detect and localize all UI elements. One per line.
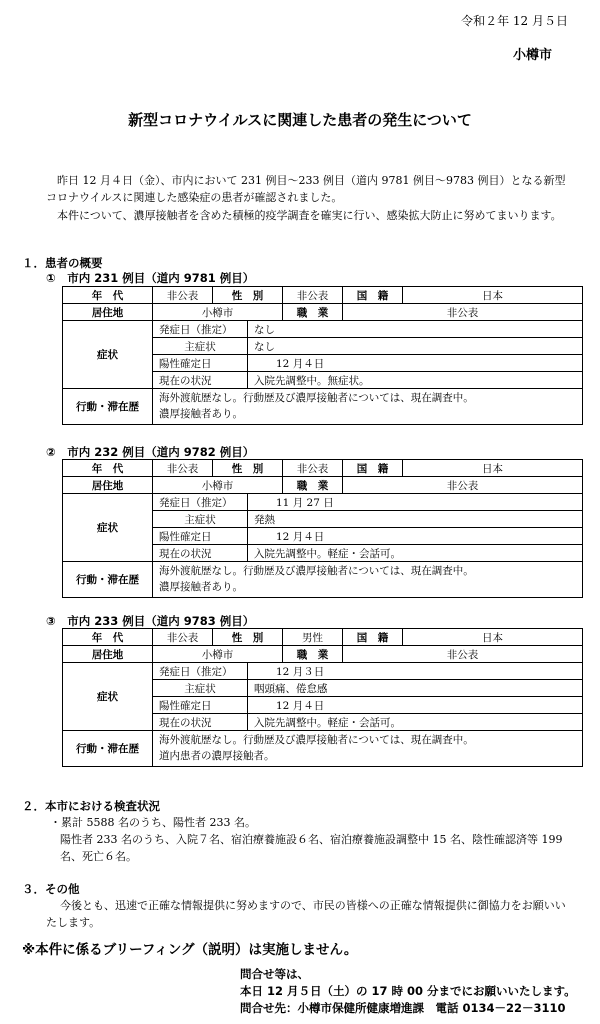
behavior-value — [153, 562, 583, 598]
main-symptom-value: なし — [248, 338, 583, 355]
age-value: 非公表 — [153, 460, 213, 477]
occupation-value: 非公表 — [343, 646, 583, 663]
issuer-city: 小樽市 — [512, 48, 552, 63]
case-1-table — [62, 286, 583, 425]
positive-date-label: 陽性確定日 — [153, 528, 248, 545]
occupation-label: 職 業 — [283, 304, 343, 321]
gender-value: 非公表 — [283, 287, 343, 304]
section-2-title: ２．本市における検査状況 — [22, 799, 160, 813]
nationality-value: 日本 — [403, 287, 583, 304]
residence-label: 居住地 — [63, 304, 153, 321]
age-label: 年 代 — [63, 287, 153, 304]
inquiry-deadline: 本日 12 月５日（土）の 17 時 00 分までにお願いいたします。 — [240, 984, 576, 998]
symptoms-label: 症状 — [63, 663, 153, 731]
onset-value: なし — [248, 321, 583, 338]
onset-value: 11 月 27 日 — [248, 494, 583, 511]
positive-date-value: 12 月４日 — [248, 355, 583, 372]
page-title: 新型コロナウイルスに関連した患者の発生について — [128, 111, 472, 129]
age-label: 年 代 — [63, 629, 153, 646]
test-total-line: ・累計 5588 名のうち、陽性者 233 名。 — [50, 816, 256, 829]
behavior-label: 行動・滞在歴 — [63, 562, 153, 598]
nationality-label: 国 籍 — [343, 460, 403, 477]
status-label: 現在の状況 — [153, 545, 248, 562]
section-3-text: 今後とも、迅速で正確な情報提供に努めますので、市民の皆様への正確な情報提供に御協力をお願いいたします。 — [46, 899, 566, 929]
positive-date-label: 陽性確定日 — [153, 697, 248, 714]
inquiry-line-1: 問合せ等は、 — [240, 967, 309, 981]
onset-label: 発症日（推定） — [153, 321, 248, 338]
status-label: 現在の状況 — [153, 372, 248, 389]
briefing-notice: ※本件に係るブリーフィング（説明）は実施しません。 — [22, 942, 358, 958]
nationality-label: 国 籍 — [343, 629, 403, 646]
status-label: 現在の状況 — [153, 714, 248, 731]
document-date: 令和２年 12 月５日 — [461, 14, 568, 28]
behavior-label: 行動・滞在歴 — [63, 731, 153, 767]
behavior-line-2: 道内患者の濃厚接触者。 — [159, 750, 275, 762]
residence-value: 小樽市 — [153, 646, 283, 663]
behavior-line-1: 海外渡航歴なし。行動歴及び濃厚接触者については、現在調査中。 — [159, 392, 474, 404]
positive-date-value: 12 月４日 — [248, 697, 583, 714]
occupation-label: 職 業 — [283, 477, 343, 494]
onset-label: 発症日（推定） — [153, 663, 248, 680]
behavior-value — [153, 731, 583, 767]
main-symptom-label: 主症状 — [153, 680, 248, 697]
case-3-table — [62, 628, 583, 767]
status-value: 入院先調整中。軽症・会話可。 — [248, 545, 583, 562]
nationality-value: 日本 — [403, 460, 583, 477]
behavior-line-1: 海外渡航歴なし。行動歴及び濃厚接触者については、現在調査中。 — [159, 734, 474, 746]
age-label: 年 代 — [63, 460, 153, 477]
behavior-label: 行動・滞在歴 — [63, 389, 153, 425]
main-symptom-value: 発熱 — [248, 511, 583, 528]
occupation-value: 非公表 — [343, 304, 583, 321]
test-breakdown-line: 陽性者 233 名のうち、入院７名、宿泊療養施設６名、宿泊療養施設調整中 15 名、陰性確認済等 199 名、死亡６名。 — [60, 833, 563, 863]
positive-date-label: 陽性確定日 — [153, 355, 248, 372]
nationality-value: 日本 — [403, 629, 583, 646]
symptoms-label: 症状 — [63, 321, 153, 389]
gender-label: 性 別 — [213, 629, 283, 646]
symptoms-label: 症状 — [63, 494, 153, 562]
gender-label: 性 別 — [213, 460, 283, 477]
age-value: 非公表 — [153, 287, 213, 304]
residence-value: 小樽市 — [153, 304, 283, 321]
case-3-heading: ③ 市内 233 例目（道内 9783 例目） — [46, 614, 255, 628]
gender-value: 男性 — [283, 629, 343, 646]
section-1-title: １．患者の概要 — [22, 256, 103, 270]
case-2-table — [62, 459, 583, 598]
inquiry-contact: 問合せ先：小樽市保健所健康増進課 電話 0134－22－3110 — [240, 1001, 566, 1015]
age-value: 非公表 — [153, 629, 213, 646]
onset-label: 発症日（推定） — [153, 494, 248, 511]
status-value: 入院先調整中。無症状。 — [248, 372, 583, 389]
intro-paragraph-2: 本件について、濃厚接触者を含めた積極的疫学調査を確実に行い、感染拡大防止に努めてまいります。 — [57, 209, 562, 222]
intro-paragraph-1: 昨日 12 月４日（金）、市内において 231 例目～233 例目（道内 9781 例目～9783 例目）となる新型コロナウイルスに関連した感染症の患者が確認されました。 — [46, 174, 566, 204]
occupation-label: 職 業 — [283, 646, 343, 663]
residence-label: 居住地 — [63, 477, 153, 494]
occupation-value: 非公表 — [343, 477, 583, 494]
positive-date-value: 12 月４日 — [248, 528, 583, 545]
section-3-title: ３．その他 — [22, 882, 80, 896]
nationality-label: 国 籍 — [343, 287, 403, 304]
onset-value: 12 月３日 — [248, 663, 583, 680]
status-value: 入院先調整中。軽症・会話可。 — [248, 714, 583, 731]
gender-value: 非公表 — [283, 460, 343, 477]
behavior-line-2: 濃厚接触者あり。 — [159, 408, 243, 420]
gender-label: 性 別 — [213, 287, 283, 304]
behavior-line-1: 海外渡航歴なし。行動歴及び濃厚接触者については、現在調査中。 — [159, 565, 474, 577]
main-symptom-label: 主症状 — [153, 338, 248, 355]
main-symptom-value: 咽頭痛、倦怠感 — [248, 680, 583, 697]
case-1-heading: ① 市内 231 例目（道内 9781 例目） — [46, 271, 255, 285]
behavior-line-2: 濃厚接触者あり。 — [159, 581, 243, 593]
case-2-heading: ② 市内 232 例目（道内 9782 例目） — [46, 445, 255, 459]
residence-value: 小樽市 — [153, 477, 283, 494]
main-symptom-label: 主症状 — [153, 511, 248, 528]
behavior-value — [153, 389, 583, 425]
residence-label: 居住地 — [63, 646, 153, 663]
